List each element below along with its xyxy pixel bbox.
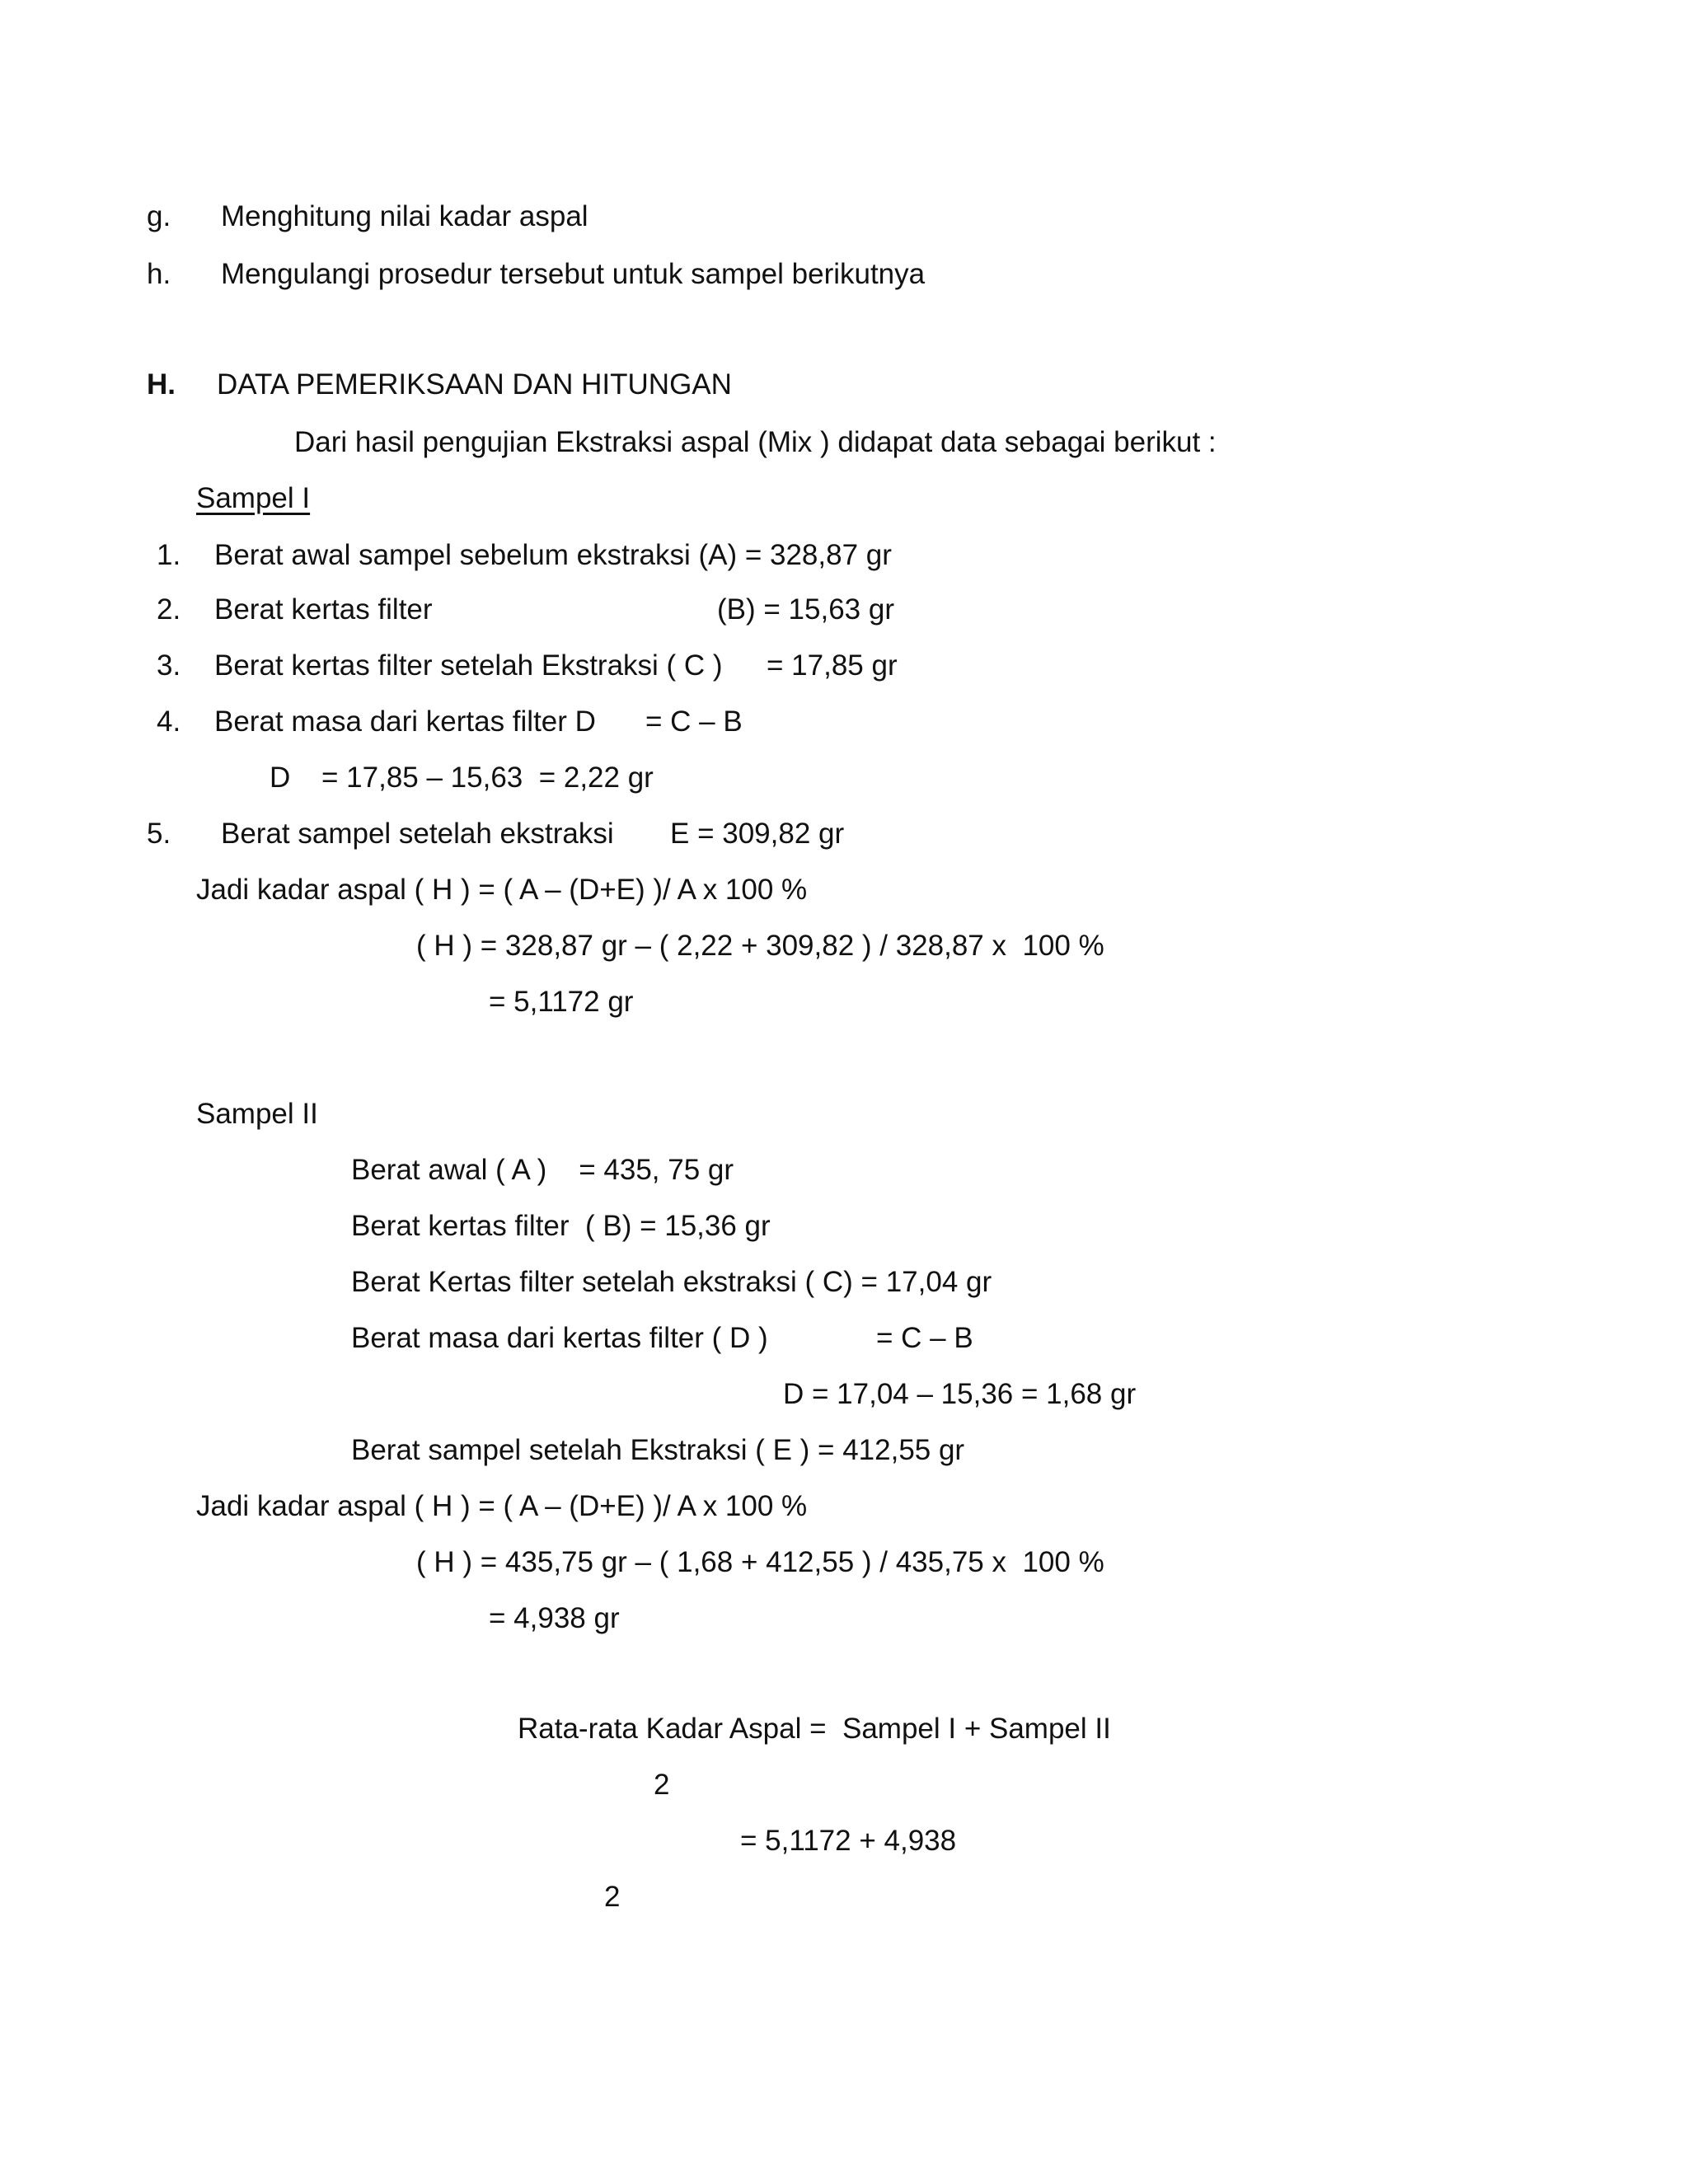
sample2-filter-after: Berat Kertas filter setelah ekstraksi ( C) = 17,04 gr (351, 1266, 992, 1298)
sample2-d-calc: D = 17,04 – 15,36 = 1,68 gr (783, 1378, 1137, 1410)
sample2-awal: Berat awal ( A ) = 435, 75 gr (351, 1154, 734, 1186)
step-marker-g: g. (147, 200, 171, 232)
sample1-item2-no: 2. (157, 593, 181, 626)
sample1-substitution: ( H ) = 328,87 gr – ( 2,22 + 309,82 ) / 328,87 x 100 % (416, 930, 1104, 962)
sample1-item3-no: 3. (157, 649, 181, 682)
sample1-item5-value: E = 309,82 gr (670, 818, 845, 850)
sample2-result: = 4,938 gr (489, 1602, 620, 1634)
sample1-item3-label: Berat kertas filter setelah Ekstraksi ( C ) (214, 649, 723, 682)
sample1-item5-no: 5. (147, 818, 171, 850)
average-denominator-2: 2 (604, 1881, 621, 1913)
sample1-title: Sampel I (196, 482, 311, 514)
sample2-masa-value: = C – B (876, 1322, 973, 1354)
step-text-h: Mengulangi prosedur tersebut untuk sampel berikutnya (221, 258, 926, 290)
sample2-masa-label: Berat masa dari kertas filter ( D ) (351, 1322, 768, 1354)
sample1-d-calc: = 17,85 – 15,63 = 2,22 gr (321, 762, 654, 794)
average-denominator-1: 2 (654, 1769, 670, 1801)
sample1-item4-label: Berat masa dari kertas filter D (214, 705, 596, 738)
sample2-formula: Jadi kadar aspal ( H ) = ( A – (D+E) )/ A x 100 % (196, 1490, 808, 1522)
sample1-item1-no: 1. (157, 539, 181, 571)
intro-text: Dari hasil pengujian Ekstraksi aspal (Mix ) didapat data sebagai berikut : (294, 426, 1217, 458)
sample1-d-label: D (270, 762, 291, 794)
step-text-g: Menghitung nilai kadar aspal (221, 200, 588, 232)
sample1-item4-value: = C – B (645, 705, 743, 738)
average-label: Rata-rata Kadar Aspal = Sampel I + Sampel II (518, 1713, 1111, 1745)
average-calc: = 5,1172 + 4,938 (740, 1825, 957, 1857)
sample1-item5-label: Berat sampel setelah ekstraksi (221, 818, 614, 850)
section-title: DATA PEMERIKSAAN DAN HITUNGAN (217, 368, 732, 401)
sample2-title: Sampel II (196, 1098, 318, 1130)
sample1-item4-no: 4. (157, 705, 181, 738)
sample1-item2-value: (B) = 15,63 gr (717, 593, 894, 626)
sample1-result: = 5,1172 gr (489, 986, 634, 1018)
sample1-item3-value: = 17,85 gr (767, 649, 898, 682)
sample2-filter: Berat kertas filter ( B) = 15,36 gr (351, 1210, 771, 1242)
sample1-item1-label: Berat awal sampel sebelum ekstraksi (A) = 328,87 gr (214, 539, 892, 571)
sample1-item2-label: Berat kertas filter (214, 593, 433, 626)
section-marker: H. (147, 368, 176, 401)
step-marker-h: h. (147, 258, 171, 290)
sample2-after: Berat sampel setelah Ekstraksi ( E ) = 412,55 gr (351, 1434, 965, 1466)
sample2-substitution: ( H ) = 435,75 gr – ( 1,68 + 412,55 ) / 435,75 x 100 % (416, 1546, 1104, 1578)
sample1-formula: Jadi kadar aspal ( H ) = ( A – (D+E) )/ A x 100 % (196, 874, 808, 906)
